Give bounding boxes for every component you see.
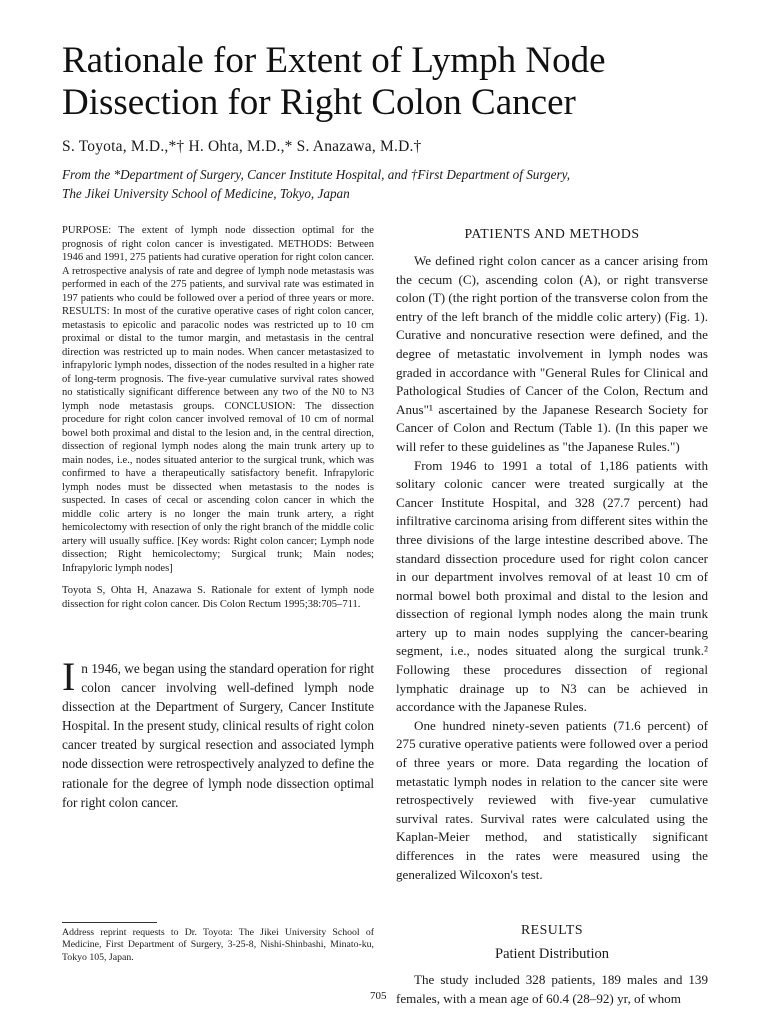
author-list: S. Toyota, M.D.,*† H. Ohta, M.D.,* S. Anazawa, M.D.† (62, 138, 422, 155)
affiliation-line-2: The Jikei University School of Medicine, Tokyo, Japan (62, 186, 350, 201)
article-title (62, 40, 722, 124)
affiliation-line-1: From the *Department of Surgery, Cancer Institute Hospital, and †First Department of Surgery, (62, 167, 571, 182)
methods-paragraph-2: From 1946 to 1991 a total of 1,186 patients with solitary colonic cancer were treated surgically at the Cancer Institute Hospital, and 328 (27.7 percent) had infiltrative carcinoma arising from different sites within the three divisions of the large intestine described above. The standard dissection procedure used for right colon cancer in our department involves removal of at least 10 cm of normal bowel both proximal and distal to the lesion and dissection of regional lymph nodes along the main trunk artery up to main nodes supplying the cancer-bearing segment, i.e., nodes situated along the surgical trunk.² Following these procedures dissection of regional lymphatic drainage up to N3 can be achieved in accordance with the Japanese Rules. (396, 457, 708, 715)
methods-paragraph-3: One hundred ninety-seven patients (71.6 percent) of 275 curative operative patients were followed over a period of three years or more. Data regarding the location of metastatic lymph nodes in relation to the cancer site were retrospectively reviewed with five-year cumulative survival rates. Survival rates were calculated using the Kaplan-Meier method, and statistically significant differences in the rates were measured using the generalized Wilcoxon's test. (396, 717, 708, 882)
footnote-divider (62, 922, 157, 923)
citation: Toyota S, Ohta H, Anazawa S. Rationale for extent of lymph node dissection for right colon cancer. Dis Colon Rectum 1995;38:705–711. (62, 585, 374, 610)
right-column (396, 226, 708, 1008)
methods-paragraph-1: We defined right colon cancer as a cancer arising from the cecum (C), ascending colon (A), or right transverse colon (T) (the right portion of the transverse colon from the entry of the left branch of the middle colic artery) (Fig. 1). Curative and noncurative resection were defined, and the degree of metastatic involvement in lymph nodes was graded in accordance with "General Rules for Clinical and Pathological Studies of Cancer of the Colon, Rectum and Anus"¹ ascertained by the Japanese Research Society for Cancer of Colon and Rectum (Table 1). (In this paper we will refer to these guidelines as "the Japanese Rules.") (396, 253, 708, 454)
affiliation (62, 165, 742, 203)
title-line-2: Dissection for Right Colon Cancer (62, 82, 576, 123)
page-number: 705 (370, 990, 387, 1002)
results-heading: RESULTS (520, 922, 584, 938)
introduction (62, 654, 374, 812)
abstract: PURPOSE: The extent of lymph node dissection optimal for the prognosis of right colon cancer is investigated. METHODS: Between 1946 and 1991, 275 patients had curative operation for right colon cancer. A retrospective analysis of rate and degree of lymph node metastasis was performed in each of the 275 patients, and survival rate was estimated in 197 patients who could be followed over a period of three years or more. RESULTS: In most of the curative operative cases of right colon cancer, metastasis to epicolic and paracolic nodes was restricted up to 10 cm proximal or distal to the tumor margin, and metastasis in the central direction was restricted up to main nodes. When cancer metastasized to infrapyloric lymph nodes, dissection of the nodes resulted in a higher rate of long-term prognosis. The five-year cumulative survival rates showed no statistically significant difference between any two of the N0 to N3 lymph node metastasis groups. CONCLUSION: The dissection procedure for right colon cancer involved removal of 10 cm of normal bowel both proximal and distal to the lesion and, in the central direction, dissection of regional lymph nodes along the main trunk artery up to main nodes, i.e., nodes situated anterior to the surgical trunk, which was confirmed to have a therapeutically satisfactory benefit. Infrapyloric lymph nodes must be dissected when metastasis to the nodes is suspected. In cases of cecal or ascending colon cancer in which the middle colic artery is no longer the main trunk artery, a right hemicolectomy with resection of only the right branch of the middle colic artery will usually suffice. [Key words: Right colon cancer; Lymph node dissection; Right hemicolectomy; Surgical trunk; Main nodes; Infrapyloric lymph nodes] (62, 225, 374, 574)
drop-cap: I (62, 654, 76, 699)
title-line-1: Rationale for Extent of Lymph Node (62, 40, 606, 81)
methods-heading: PATIENTS AND METHODS (464, 226, 640, 241)
results-paragraph-1: The study included 328 patients, 189 males and 139 females, with a mean age of 60.4 (28–92) yr, of whom (396, 972, 708, 1006)
intro-text: n 1946, we began using the standard operation for right colon cancer involving well-defined lymph node dissection at the Department of Surgery, Cancer Institute Hospital. In the present study, clinical results of right colon cancer treated by surgical resection and associated lymph node dissection were retrospectively analyzed to define the rationale for the degree of lymph node dissection optimal for right colon cancer. (62, 661, 374, 810)
patient-distribution-heading: Patient Distribution (495, 946, 609, 963)
left-column (62, 224, 374, 812)
footnote: Address reprint requests to Dr. Toyota: The Jikei University School of Medicine, First Department of Surgery, 3-25-8, Nishi-Shinbashi, Minato-ku, Tokyo 105, Japan. (62, 927, 374, 963)
